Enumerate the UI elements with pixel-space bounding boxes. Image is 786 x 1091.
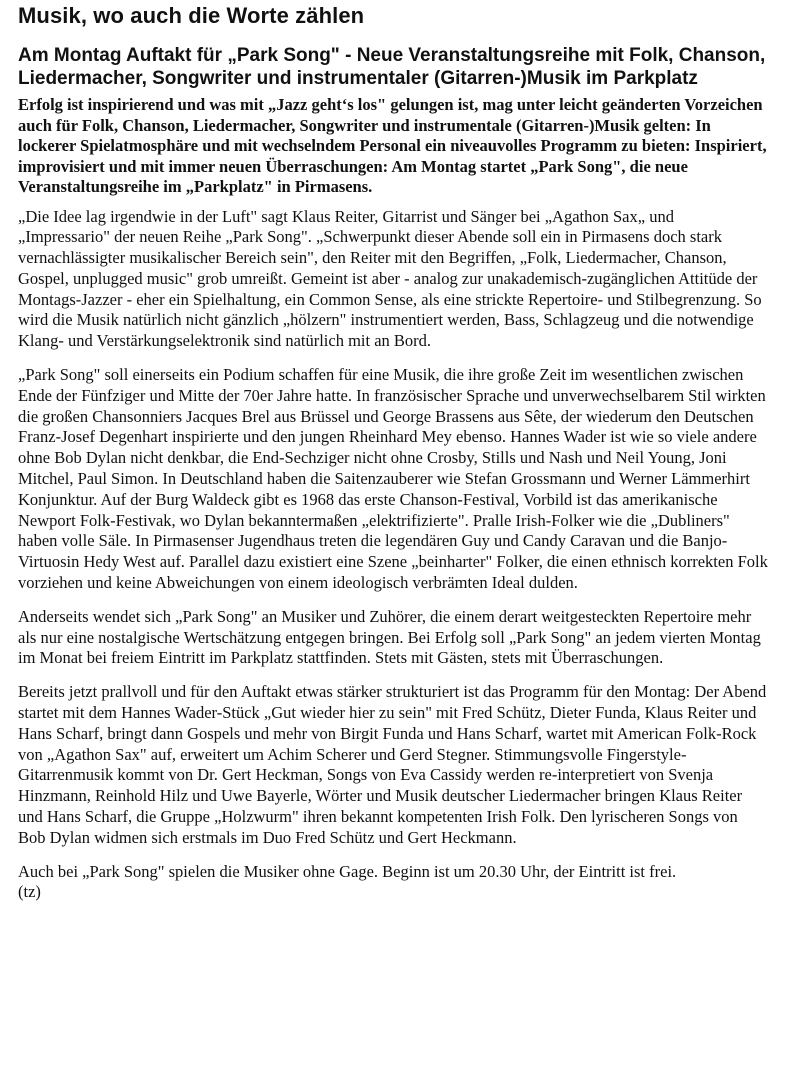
article-paragraph: „Park Song" soll einerseits ein Podium schaffen für eine Musik, die ihre große Zeit im wesentlichen zwischen Ende der Fünfziger und Mitte der 70er Jahre hatte. In französischer Sprache und unverwechselbarem Stil wirkten die großen Chansonniers Jacques Brel aus Brüssel und George Brassens aus Sête, der wiederum den Deutschen Franz-Josef Degenhart inspirierte und den jungen Rheinhard Mey ebenso. Hannes Wader ist wie so viele andere ohne Bob Dylan nicht denkbar, die End-Sechziger nicht ohne Crosby, Stills und Nash und Neil Young, Joni Mitchel, Paul Simon. In Deutschland haben die Saitenzauberer wie Stefan Grossmann und Werner Lämmerhirt Konjunktur. Auf der Burg Waldeck gibt es 1968 das erste Chanson-Festival, Vorbild ist das amerikanische Newport Folk-Festivak, wo Dylan bekanntermaßen „elektrifizierte". Pralle Irish-Folker wie die „Dubliners" haben volle Säle. In Pirmasenser Jugendhaus treten die legendären Guy und Candy Caravan und die Banjo-Virtuosin Hedy West auf. Parallel dazu existiert eine Szene „beinharter" Folker, die einen ethnisch korrekten Folk vorziehen und keine Abweichungen von einem ideologisch verbrämten Ideal dulden. (18, 365, 768, 593)
article-headline: Am Montag Auftakt für „Park Song" - Neue Veranstaltungsreihe mit Folk, Chanson, Liedermacher, Songwriter und instrumentaler (Gitarren-)Musik im Parkplatz (18, 45, 766, 89)
article-paragraph: Bereits jetzt prallvoll und für den Auftakt etwas stärker strukturiert ist das Programm für den Montag: Der Abend startet mit dem Hannes Wader-Stück „Gut wieder hier zu sein" mit Fred Schütz, Dieter Funda, Klaus Reiter und Hans Scharf, bringt dann Gospels und mehr von Birgit Funda und Hans Scharf, wartet mit American Folk-Rock von „Agathon Sax" auf, erweitert um Achim Scherer und Gerd Stegner. Stimmungsvolle Fingerstyle-Gitarrenmusik kommt von Dr. Gert Heckman, Songs von Eva Cassidy werden re-interpretiert von Svenja Hinzmann, Reinhold Hilz und Uwe Bayerle, Wörter und Musik deutscher Liedermacher bringen Klaus Reiter und Hans Scharf, die Gruppe „Holzwurm" ihren bekannt kompetenten Irish Folk. Den lyrischeren Songs von Bob Dylan widmen sich erstmals im Duo Fred Schütz und Gert Heckmann. (18, 682, 767, 847)
author-credit: (tz) (18, 882, 41, 902)
article-kicker: Musik, wo auch die Worte zählen (18, 3, 365, 28)
article-paragraph: Anderseits wendet sich „Park Song" an Musiker und Zuhörer, die einem derart weitgesteckten Repertoire mehr als nur eine nostalgische Wertschätzung entgegen bringen. Bei Erfolg soll „Park Song" an jedem vierten Montag im Monat bei freiem Eintritt im Parkplatz stattfinden. Stets mit Gästen, stets mit Überraschungen. (18, 606, 761, 668)
article-paragraph: Auch bei „Park Song" spielen die Musiker ohne Gage. Beginn ist um 20.30 Uhr, der Eintritt ist frei. (18, 861, 677, 881)
article-lead: Erfolg ist inspirierend und was mit „Jazz geht‘s los" gelungen ist, mag unter leicht geänderten Vorzeichen auch für Folk, Chanson, Liedermacher, Songwriter und instrumentale (Gitarren-)Musik gelten: In lockerer Spielatmosphäre und mit wechselndem Personal ein niveauvolles Programm zu bieten: Inspiriert, improvisiert und mit immer neuen Überraschungen: Am Montag startet „Park Song", die neue Veranstaltungsreihe im „Parkplatz" in Pirmasens. (18, 95, 767, 196)
article-paragraph: „Die Idee lag irgendwie in der Luft" sagt Klaus Reiter, Gitarrist und Sänger bei „Agathon Sax„ und „Impressario" der neuen Reihe „Park Song". „Schwerpunkt dieser Abende soll ein in Pirmasens doch stark vernachlässigter musikalischer Bereich sein", den Reiter mit den Begriffen, „Folk, Liedermacher, Chanson, Gospel, unplugged music" grob umreißt. Gemeint ist aber - analog zur unakademisch-zugänglichen Attitüde der Montags-Jazzer - eher ein Spielhaltung, ein Common Sense, als eine strickte Repertoire- und Stilbegrenzung. So wird die Musik natürlich nicht gänzlich „hölzern" instrumentiert werden, Bass, Schlagzeug und die notwendige Klang- und Verstärkungselektronik sind natürlich mit an Bord. (18, 206, 762, 351)
